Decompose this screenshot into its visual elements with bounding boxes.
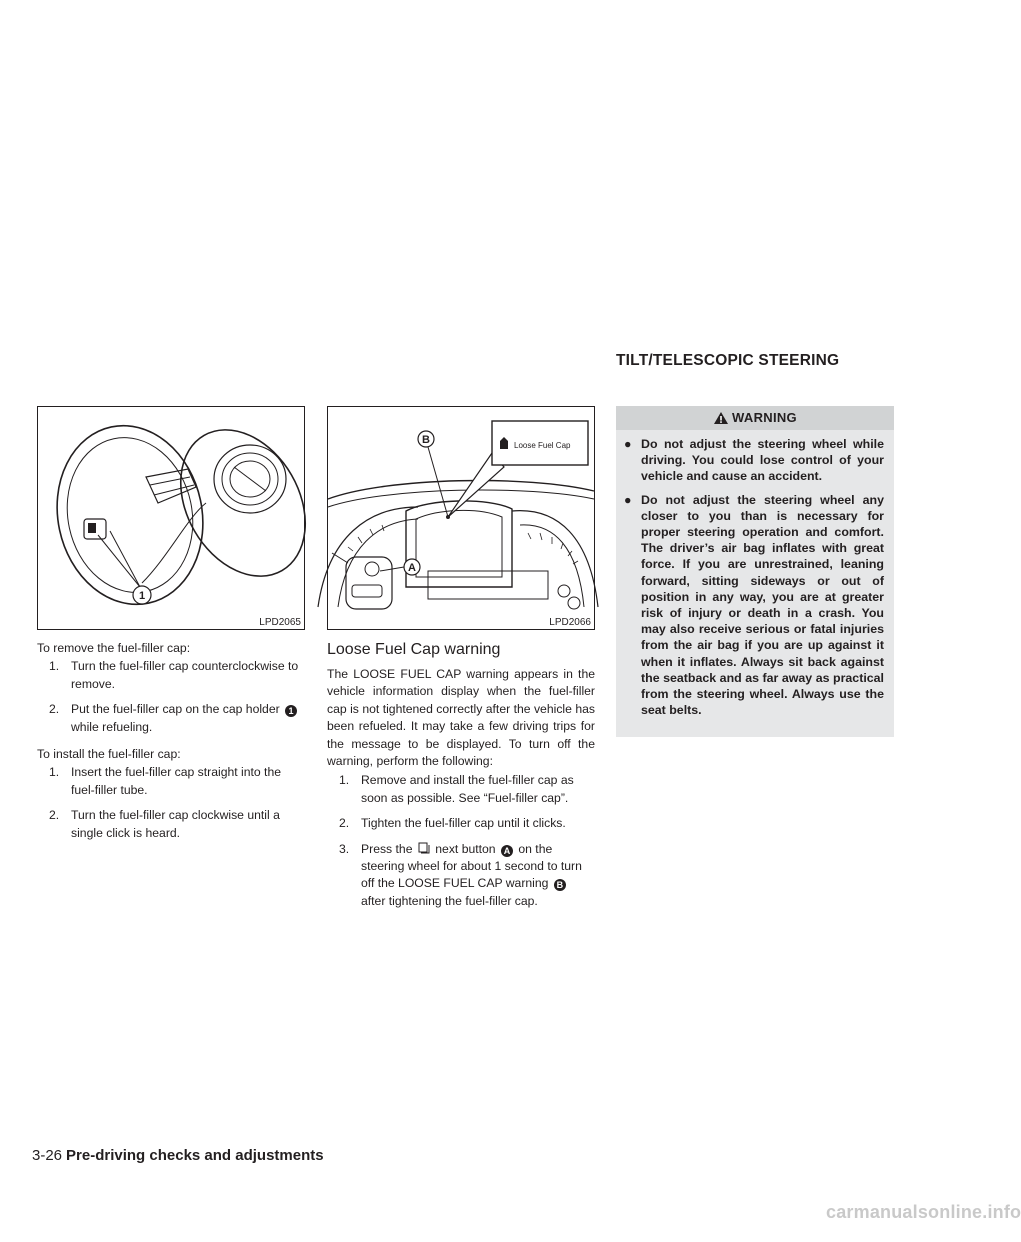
page-footer [32, 1147, 324, 1164]
step-text: Put the fuel-filler cap on the cap holder [71, 702, 280, 717]
bullet: ● [624, 437, 632, 451]
remove-steps [37, 658, 305, 736]
list-item [49, 658, 305, 693]
figure-callout-a: A [408, 562, 416, 574]
watermark: carmanualsonline.info [826, 1202, 1021, 1222]
loose-fuel-cap-paragraph: The LOOSE FUEL CAP warning appears in the vehicle information display when the fuel-filler cap is not tightened correctly after the vehicle has been refueled. It may take a few driving trips for the message to be displayed. To turn off the warning, perform the following: [327, 667, 595, 769]
list-item [49, 764, 305, 799]
figure-code: LPD2065 [259, 617, 301, 628]
list-item [339, 841, 595, 911]
callout-badge-1: 1 [285, 705, 297, 717]
chapter-title: Pre-driving checks and adjustments [66, 1147, 324, 1164]
step-text: next button [435, 841, 496, 856]
step-text: while refueling. [71, 719, 153, 734]
warning-triangle-icon [713, 411, 729, 425]
step-number: 1. [339, 773, 350, 788]
remove-intro: To remove the fuel-filler cap: [37, 641, 191, 655]
step-number: 3. [339, 841, 350, 856]
step-number: 2. [339, 816, 350, 831]
column-warning [616, 406, 894, 737]
screen-message-label: Loose Fuel Cap [514, 441, 571, 450]
step-text: Tighten the fuel-filler cap until it clicks. [361, 816, 566, 831]
step-text: Turn the fuel-filler cap clockwise until a single click is heard. [71, 808, 280, 840]
step-text: after tightening the fuel-filler cap. [361, 893, 538, 908]
step-number: 1. [49, 659, 60, 674]
column-fuel-cap-instructions [37, 406, 305, 850]
list-item [49, 807, 305, 842]
step-text: Insert the fuel-filler cap straight into the fuel-filler tube. [71, 765, 282, 797]
callout-badge-b: B [554, 879, 566, 891]
warning-list [616, 436, 894, 718]
list-item [339, 772, 595, 807]
bullet: ● [624, 492, 632, 507]
figure-fuel-filler-cap [37, 406, 305, 630]
step-text: Turn the fuel-filler cap counterclockwise to remove. [71, 659, 299, 691]
warning-heading [616, 406, 894, 430]
column-loose-fuel-cap [327, 406, 595, 918]
list-item [624, 492, 884, 719]
callout-badge-a: A [501, 845, 513, 857]
figure-code: LPD2066 [549, 617, 591, 628]
warning-item-text: Do not adjust the steering wheel while driving. You could lose control of your vehicle and cause an accident. [641, 437, 884, 484]
warning-item-text: Do not adjust the steering wheel any closer to you than is necessary for proper steering operation and comfort. The driver’s air bag inflates with great force. If you are unrestrained, leaning forward, sitting sideways or out of position in any way, you are at greater risk of injury or death in a crash. You may also receive serious or fatal injuries from the air bag if you are up against it when it inflates. Always sit back against the seatback and as far away as practical from the steering wheel. Always use the seat belts. [641, 492, 884, 718]
loose-fuel-cap-title: Loose Fuel Cap warning [327, 641, 501, 658]
warning-heading-text: WARNING [732, 410, 797, 425]
instrument-cluster-illustration [328, 407, 594, 629]
section-header: TILT/TELESCOPIC STEERING [616, 352, 840, 369]
step-text: Press the [361, 841, 413, 856]
step-text: on the steering wheel for about 1 second to turn off the LOOSE FUEL CAP warning [361, 841, 582, 891]
figure-instrument-cluster [327, 406, 595, 630]
list-item [49, 701, 305, 736]
next-button-icon [418, 842, 430, 854]
step-number: 1. [49, 765, 60, 780]
step-number: 2. [49, 702, 60, 717]
install-intro: To install the fuel-filler cap: [37, 747, 181, 762]
install-steps [37, 764, 305, 842]
list-item [339, 815, 595, 832]
fuel-cap-illustration [38, 407, 304, 629]
warning-box [616, 406, 894, 737]
step-number: 2. [49, 808, 60, 823]
loose-fuel-cap-steps [327, 772, 595, 910]
figure-callout-b: B [422, 434, 430, 446]
figure-callout-1: 1 [138, 590, 146, 602]
step-text: Remove and install the fuel-filler cap as soon as possible. See “Fuel-filler cap”. [361, 773, 574, 805]
list-item [624, 436, 884, 485]
page-number: 3-26 [32, 1147, 63, 1164]
